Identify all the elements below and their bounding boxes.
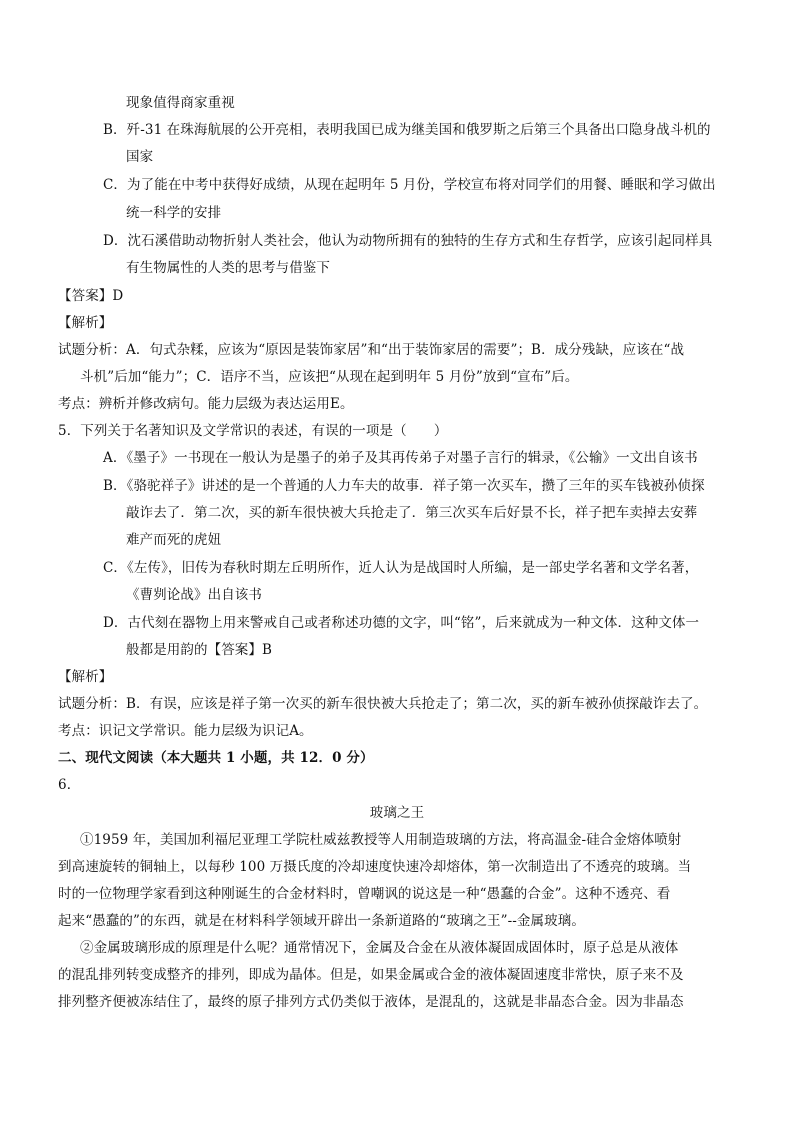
- q5-option-c-line1: C．《左传》，旧传为春秋时期左丘明所作，近人认为是战国时人所编，是一部史学名著和文学名著，: [103, 560, 699, 576]
- para1-line2: 到高速旋转的铜轴上，以每秒 100 万摄氏度的冷却速度快速冷却熔体，第一次制造出了不透亮的玻璃。当: [58, 859, 692, 875]
- q5-option-d-line2: 般都是用韵的【答案】B: [126, 642, 273, 658]
- q4-analysis-label: 【解析】: [58, 315, 113, 331]
- q4-option-b-line2: 国家: [126, 149, 154, 165]
- q5-option-b-line3: 难产而死的虎妞: [126, 532, 222, 548]
- question-number: 6．: [58, 777, 81, 793]
- q4-kaodian: 考点：辨析并修改病句。能力层级为表达运用E。: [58, 396, 354, 412]
- q4-option-a-continuation: 现象值得商家重视: [126, 95, 235, 111]
- section-heading: 二、现代文阅读（本大题共 1 小题，共 12．0 分）: [58, 750, 374, 766]
- q5-analysis: 试题分析：B．有误，应该是祥子第一次买的新车很快被大兵抢走了；第二次，买的新车被孙侦探敲诈去了。: [58, 696, 708, 712]
- q5-option-d-line1: D．古代刻在器物上用来警戒自己或者称述功德的文字，叫“铭”，后来就成为一种文体．这种文体一: [103, 615, 700, 631]
- para2-line3: 排列整齐便被冻结住了，最终的原子排列方式仍类似于液体，是混乱的，这就是非晶态合金。因为非晶态: [58, 994, 684, 1010]
- para1-line3: 时的一位物理学家看到这种刚诞生的合金材料时，曾嘲讽的说这是一种“愚蠢的合金”。这种不透亮、看: [58, 886, 671, 902]
- para2-line1: ②金属玻璃形成的原理是什么呢？通常情况下，金属及合金在从液体凝固成固体时，原子总是从液体: [80, 940, 679, 956]
- q4-analysis-line2: 斗机”后加“能力”；C．语序不当，应该把“从现在起到明年 5 月份”放到“宣布”后。: [80, 369, 579, 385]
- para1-line1: ①1959 年，美国加利福尼亚理工学院杜威兹教授等人用制造玻璃的方法，将高温金-硅合金熔体喷射: [80, 832, 682, 848]
- q5-analysis-label: 【解析】: [58, 669, 113, 685]
- q4-option-d-line1: D．沈石溪借助动物折射人类社会，他认为动物所拥有的独特的生存方式和生存哲学，应该引起同样具: [103, 233, 713, 249]
- q5-option-a: A．《墨子》一书现在一般认为是墨子的弟子及其再传弟子对墨子言行的辑录，《公输》一文出自该书: [103, 450, 698, 466]
- q4-analysis-line1: 试题分析：A．句式杂糅，应该为“原因是装饰家居”和“出于装饰家居的需要”；B．成分残缺，应该在“战: [58, 342, 685, 358]
- q5-option-c-line2: 《曹刿论战》出自该书: [126, 587, 262, 603]
- q4-answer: 【答案】D: [58, 288, 124, 304]
- q5-option-b-line1: B．《骆驼祥子》讲述的是一个普通的人力车夫的故事．祥子第一次买车，攒了三年的买车钱被孙侦探: [103, 478, 705, 494]
- q4-option-c-line1: C．为了能在中考中获得好成绩，从现在起明年 5 月份，学校宣布将对同学们的用餐、睡眠和学习做出: [103, 177, 716, 193]
- article-title: 玻璃之王: [369, 805, 425, 821]
- para1-line4: 起来“愚蠢的”的东西，就是在材料科学领域开辟出一条新道路的“玻璃之王”--金属玻璃。: [58, 913, 585, 929]
- q5-option-b-line2: 敲诈去了．第二次，买的新车很快被大兵抢走了．第三次买车后好景不长，祥子把车卖掉去安葬: [126, 505, 698, 521]
- q4-option-d-line2: 有生物属性的人类的思考与借鉴下: [126, 260, 330, 276]
- q4-option-c-line2: 统一科学的安排: [126, 205, 222, 221]
- q5-stem: 5．下列关于名著知识及文学常识的表述，有误的一项是（ ）: [58, 423, 448, 439]
- para2-line2: 的混乱排列转变成整齐的排列，即成为晶体。但是，如果金属或合金的液体凝固速度非常快，原子来不及: [58, 967, 684, 983]
- q5-kaodian: 考点：识记文学常识。能力层级为识记A。: [58, 723, 313, 739]
- q4-option-b-line1: B．歼-31 在珠海航展的公开亮相，表明我国已成为继美国和俄罗斯之后第三个具备出口隐身战斗机的: [103, 122, 711, 138]
